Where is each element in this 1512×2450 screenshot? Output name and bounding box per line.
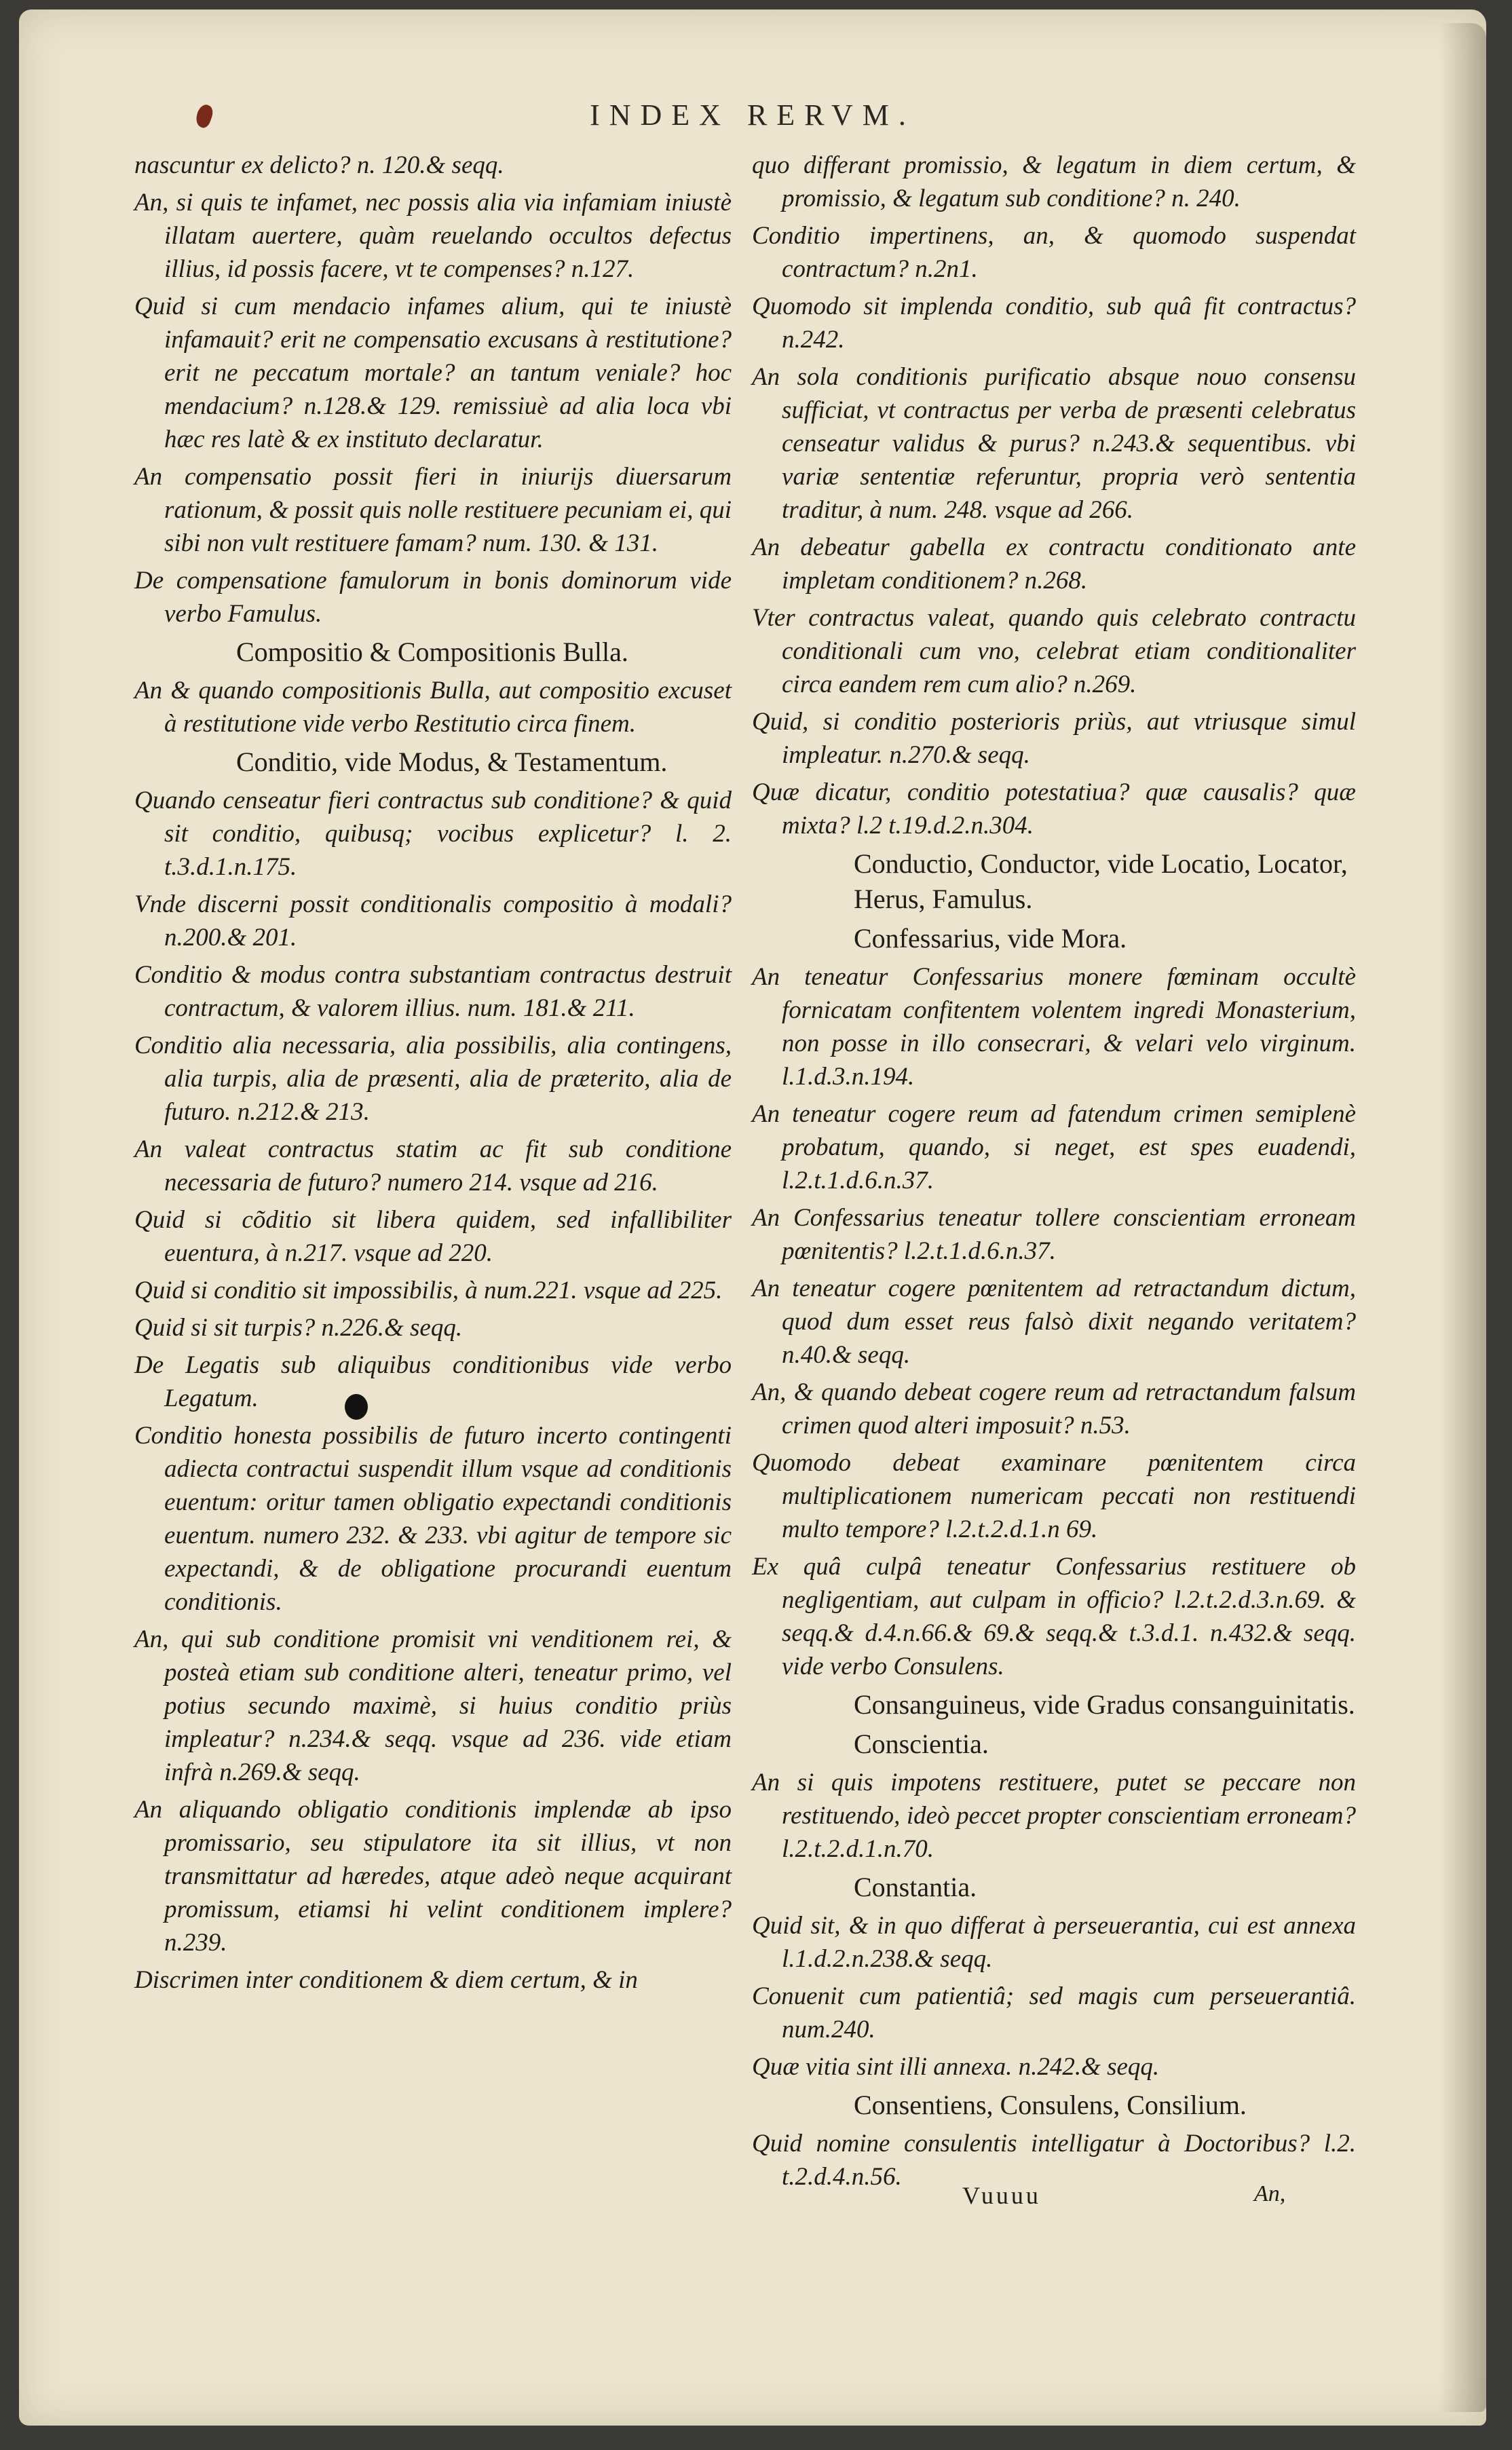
index-entry: Quæ vitia sint illi annexa. n.242.& seqq. <box>752 2053 1160 2081</box>
index-heading: Consentiens, Consulens, Consilium. <box>854 2090 1247 2120</box>
index-entry: Quid si conditio sit impossibilis, à num.221. vsque ad 225. <box>134 1277 723 1304</box>
index-entry: Discrimen inter conditionem & diem certum, & in <box>134 1966 638 1994</box>
running-header: INDEX RERVM. <box>590 98 915 132</box>
index-entry: An valeat contractus statim ac fit sub conditione necessaria de futuro? numero 214. vsque ad 216. <box>134 1135 732 1196</box>
index-entry: An, & quando debeat cogere reum ad retractandum falsum crimen quod alteri imposuit? n.53. <box>752 1378 1356 1439</box>
index-entry: An Confessarius teneatur tollere conscientiam erroneam pœnitentis? l.2.t.1.d.6.n.37. <box>752 1204 1356 1265</box>
index-entry: nascuntur ex delicto? n. 120.& seqq. <box>134 151 504 179</box>
index-entry: Quid nomine consulentis intelligatur à Doctoribus? l.2. t.2.d.4.n.56. <box>752 2130 1356 2191</box>
index-entry: An, si quis te infamet, nec possis alia via infamiam iniustè illatam auertere, quàm reuelando occultos defectus illius, id possis facere, vt te compenses? n.127. <box>134 189 732 283</box>
index-entry: An & quando compositionis Bulla, aut compositio excuset à restitutione vide verbo Restitutio circa finem. <box>134 677 732 738</box>
index-entry: An sola conditionis purificatio absque nouo consensu sufficiat, vt contractus per verba de præsenti celebratus censeatur validus & purus? n.243.& sequentibus. vbi variæ sententiæ referuntur, propria verò sententia traditur, à num. 248. vsque ad 266. <box>752 363 1356 524</box>
index-entry: De Legatis sub aliquibus conditionibus vide verbo Legatum. <box>134 1351 732 1412</box>
index-entry: Quomodo sit implenda conditio, sub quâ fit contractus? n.242. <box>752 293 1356 354</box>
index-entry: Conditio alia necessaria, alia possibilis, alia contingens, alia turpis, alia de præsenti, alia de præterito, alia de futuro. n.212.& 213. <box>134 1032 732 1126</box>
page-edge-shadow <box>1439 23 1486 2412</box>
index-entry: An debeatur gabella ex contractu conditionato ante impletam conditionem? n.268. <box>752 533 1356 595</box>
index-entry: Conuenit cum patientiâ; sed magis cum perseuerantiâ. num.240. <box>752 1982 1356 2043</box>
index-entry: Quid, si conditio posterioris priùs, aut vtriusque simul impleatur. n.270.& seqq. <box>752 708 1356 769</box>
index-heading: Conductio, Conductor, vide Locatio, Locator, Herus, Famulus. <box>854 848 1348 914</box>
index-entry: An teneatur cogere pœnitentem ad retractandum dictum, quod dum esset reus falsò dixit negando veritatem? n.40.& seqq. <box>752 1275 1356 1369</box>
index-heading: Constantia. <box>854 1872 977 1902</box>
index-entry: Vter contractus valeat, quando quis celebrato contractu conditionali cum vno, celebrat etiam conditionaliter circa eandem rem cum alio? n.269. <box>752 604 1356 698</box>
index-entry: De compensatione famulorum in bonis dominorum vide verbo Famulus. <box>134 567 732 628</box>
index-entry: Quando censeatur fieri contractus sub conditione? & quid sit conditio, quibusq; vocibus explicetur? l. 2. t.3.d.1.n.175. <box>134 787 732 881</box>
right-column <box>752 149 1356 2198</box>
index-entry: An aliquando obligatio conditionis implendæ ab ipso promissario, seu stipulatore ita sit illius, vt non transmittatur ad hæredes, atque adeò neque acquirant promissum, etiamsi hi velint conditionem implere? n.239. <box>134 1796 732 1957</box>
index-entry: Conditio impertinens, an, & quomodo suspendat contractum? n.2n1. <box>752 222 1356 283</box>
index-entry: Vnde discerni possit conditionalis compositio à modali? n.200.& 201. <box>134 890 732 951</box>
index-heading: Conscientia. <box>854 1729 989 1759</box>
index-entry: Quæ dicatur, conditio potestatiua? quæ causalis? quæ mixta? l.2 t.19.d.2.n.304. <box>752 778 1356 840</box>
index-entry: Quid sit, & in quo differat à perseuerantia, cui est annexa l.1.d.2.n.238.& seqq. <box>752 1912 1356 1973</box>
index-entry: Quomodo debeat examinare pœnitentem circa multiplicationem numericam peccati non restituendi multo tempore? l.2.t.2.d.1.n 69. <box>752 1449 1356 1543</box>
index-entry: Quid si cõditio sit libera quidem, sed infallibiliter euentura, à n.217. vsque ad 220. <box>134 1206 732 1267</box>
index-heading: Conditio, vide Modus, & Testamentum. <box>236 747 668 777</box>
index-entry: Ex quâ culpâ teneatur Confessarius restituere ob negligentiam, aut culpam in officio? l.2.t.2.d.3.n.69. & seqq.& d.4.n.66.& 69.& seqq.& t.3.d.1. n.432.& seqq. vide verbo Consulens. <box>752 1553 1356 1680</box>
index-heading: Consanguineus, vide Gradus consanguinitatis. <box>854 1689 1355 1720</box>
index-entry: Conditio & modus contra substantiam contractus destruit contractum, & valorem illius. num. 181.& 211. <box>134 961 732 1022</box>
index-entry: An, qui sub conditione promisit vni venditionem rei, & posteà etiam sub conditione alteri, teneatur primo, vel potius secundo maximè, si huius conditio priùs impleatur? n.234.& seqq. vsque ad 236. vide etiam infrà n.269.& seqq. <box>134 1625 732 1786</box>
index-entry: An si quis impotens restituere, putet se peccare non restituendo, ideò peccet propter conscientiam erroneam? l.2.t.2.d.1.n.70. <box>752 1769 1356 1863</box>
index-heading: Confessarius, vide Mora. <box>854 923 1127 954</box>
index-entry: Quid si cum mendacio infames alium, qui te iniustè infamauit? erit ne compensatio excusans à restitutione? erit ne peccatum mortale? an tantum veniale? hoc mendacium? n.128.& 129. remissiuè ad alia loca vbi hæc res latè & ex instituto declaratur. <box>134 293 732 453</box>
index-entry: quo differant promissio, & legatum in diem certum, & promissio, & legatum sub conditione? n. 240. <box>752 151 1356 212</box>
index-entry: An compensatio possit fieri in iniurijs diuersarum rationum, & possit quis nolle restituere pecuniam ei, qui sibi non vult restituere famam? num. 130. & 131. <box>134 463 732 557</box>
index-entry: Conditio honesta possibilis de futuro incerto contingenti adiecta contractui suspendit illum vsque ad conditionis euentum: oritur tamen obligatio expectandi conditionis euentum. numero 232. & 233. vbi agitur de tempore sic expectandi, & de obligatione procurandi euentum conditionis. <box>134 1422 732 1616</box>
index-entry: Quid si sit turpis? n.226.& seqq. <box>134 1314 463 1342</box>
left-column <box>134 149 732 2001</box>
index-entry: An teneatur cogere reum ad fatendum crimen semiplenè probatum, quando, si neget, est spes euadendi, l.2.t.1.d.6.n.37. <box>752 1100 1356 1194</box>
signature-mark: Vuuuu <box>962 2182 1041 2209</box>
ink-blot <box>345 1394 368 1420</box>
index-entry: An teneatur Confessarius monere fœminam occultè fornicatam confitentem volentem ingredi Monasterium, non posse in illo consecrari, & velari velo virginum. l.1.d.3.n.194. <box>752 963 1356 1091</box>
book-page <box>19 10 1486 2426</box>
catchword: An, <box>1254 2181 1286 2206</box>
index-heading: Compositio & Compositionis Bulla. <box>236 637 628 667</box>
